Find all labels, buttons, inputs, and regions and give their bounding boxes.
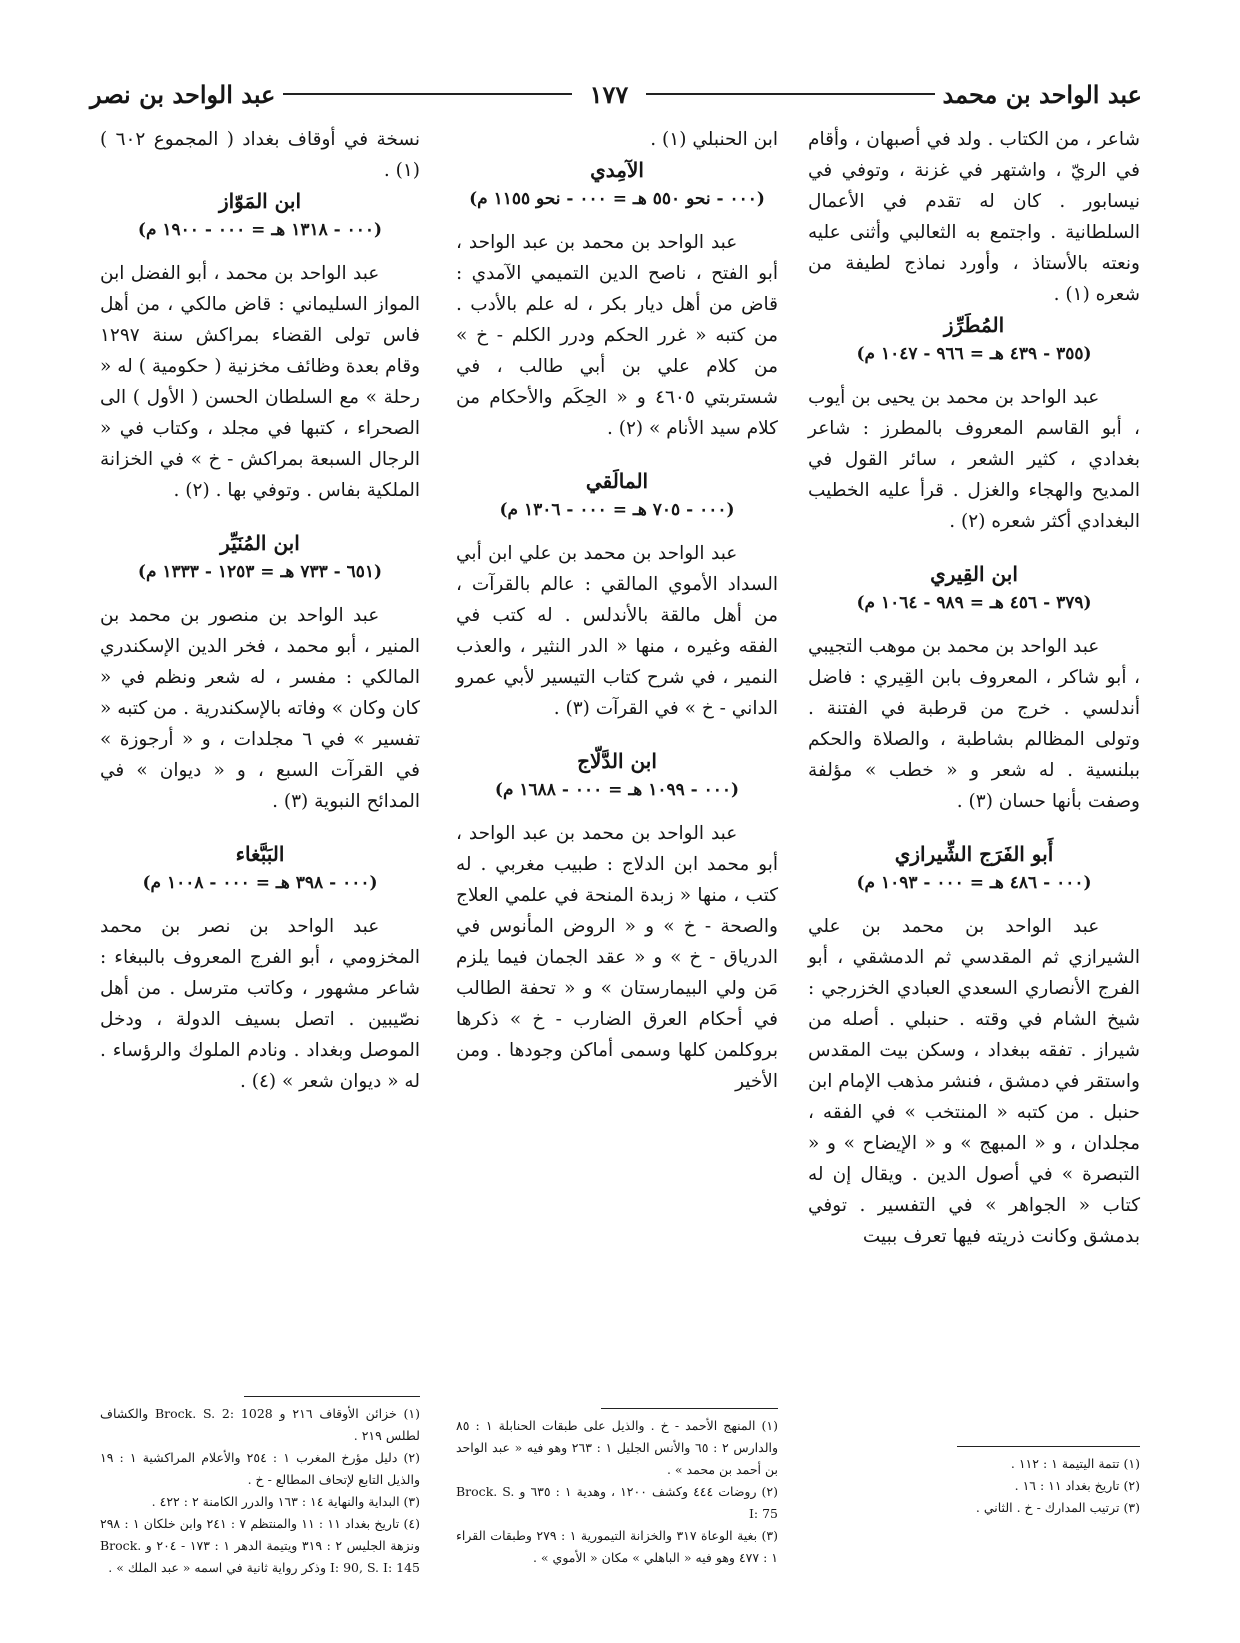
footnotes bbox=[100, 1396, 420, 1579]
entry bbox=[808, 559, 1140, 817]
entry-body: عبد الواحد بن محمد بن عبد الواحد ، أبو الفتح ، ناصح الدين التميمي الآمدي : قاض من أهل ديار بكر ، له علم بالأدب . من كتبه « غرر الحكم ودرر الكلم - خ » من كلام علي بن أبي طالب ، في شستربتي ٤٦٠٥ و « الحِكَم والأحكام من كلام سيد الأنام » (٢) . bbox=[456, 232, 778, 439]
continued-text: شاعر ، من الكتاب . ولد في أصبهان ، وأقام في الريّ ، واشتهر في غزنة ، وتوفي في نيسابور . كان له تقدم في الأعمال السلطانية . واجتمع به الثعالبي وأثنى عليه ونعته بالأستاذ ، وأورد نماذج لطيفة من شعره (١) . bbox=[808, 129, 1140, 305]
entry bbox=[808, 310, 1140, 537]
footnotes bbox=[456, 1408, 778, 1569]
footnote: (١) تتمة اليتيمة ١ : ١١٢ . bbox=[1010, 1456, 1140, 1471]
entry-dates: (٣٥٥ - ٤٣٩ هـ = ٩٦٦ - ١٠٤٧ م) bbox=[856, 344, 1092, 364]
footnote: (٣) ترتيب المدارك - خ . الثاني . bbox=[975, 1500, 1140, 1515]
entry-dates: (٠٠٠ - ٣٩٨ هـ = ٠٠٠ - ١٠٠٨ م) bbox=[142, 873, 378, 893]
header-right-title: عبد الواحد بن محمد bbox=[942, 79, 1142, 109]
footnote: (٣) بغية الوعاة ٣١٧ والخزانة التيمورية ١ : ٢٧٩ وطبقات القراء ١ : ٤٧٧ وهو فيه « الباهلي » مكان « الأموي » . bbox=[456, 1528, 778, 1565]
footnote-rule bbox=[957, 1446, 1140, 1447]
entry-body: عبد الواحد بن محمد ، أبو الفضل ابن المواز السليماني : قاض مالكي ، من أهل فاس تولى القضاء بمراكش سنة ١٢٩٧ وقام بعدة وظائف مخزنية ( حكومية ) له « رحلة » مع السلطان الحسن ( الأول ) الى الصحراء ، كتبها في مجلد ، وكتاب في « الرجال السبعة بمراكش - خ » في الخزانة الملكية بفاس . وتوفي بها . (٢) . bbox=[100, 263, 420, 501]
entry-dates: (٦٥١ - ٧٣٣ هـ = ١٢٥٣ - ١٣٣٣ م) bbox=[137, 562, 383, 582]
entry-dates: (٠٠٠ - ٧٠٥ هـ = ٠٠٠ - ١٣٠٦ م) bbox=[499, 500, 735, 520]
entry-dates: (٠٠٠ - ١٠٩٩ هـ = ٠٠٠ - ١٦٨٨ م) bbox=[494, 780, 740, 800]
column-left bbox=[100, 124, 420, 1619]
entry-body: عبد الواحد بن منصور بن محمد بن المنير ، أبو محمد ، فخر الدين الإسكندري المالكي : مفسر ، له شعر ونظم في « كان وكان » وفاته بالإسكندرية . من كتبه « تفسير » في ٦ مجلدات ، و « أرجوزة » في القرآت السبع ، و « ديوان » في المدائح النبوية (٣) . bbox=[100, 605, 420, 812]
entry bbox=[456, 746, 778, 1097]
entry-body: عبد الواحد بن محمد بن علي الشيرازي ثم المقدسي ثم الدمشقي ، أبو الفرج الأنصاري السعدي العبادي الخزرجي : شيخ الشام في وقته . حنبلي . أصله من شيراز . تفقه ببغداد ، وسكن بيت المقدس واستقر في دمشق ، فنشر مذهب الإمام ابن حنبل . من كتبه « المنتخب » في الفقه ، مجلدان ، و « المبهج » و « الإيضاح » و « التبصرة » في أصول الدين . ويقال إن له كتاب « الجواهر » في التفسير . توفي بدمشق وكانت ذريته فيها تعرف ببيت bbox=[808, 916, 1140, 1247]
footnote: (٢) تاريخ بغداد ١١ : ١٦ . bbox=[1014, 1478, 1140, 1493]
continued-text: نسخة في أوقاف بغداد ( المجموع ٦٠٢ )(١) . bbox=[100, 129, 420, 181]
column-middle bbox=[456, 124, 778, 1619]
entry-title: البَبَّغاء bbox=[235, 842, 285, 866]
entry bbox=[808, 839, 1140, 1252]
entry-dates: (٠٠٠ - نحو ٥٥٠ هـ = ٠٠٠ - نحو ١١٥٥ م) bbox=[469, 189, 765, 209]
entry bbox=[456, 466, 778, 724]
entry bbox=[100, 528, 420, 817]
entry-body: عبد الواحد بن محمد بن عبد الواحد ، أبو محمد ابن الدلاج : طبيب مغربي . له كتب ، منها « زبدة المنحة في علمي العلاج والصحة - خ » و « الروض المأنوس في الدرياق - خ » و « عقد الجمان فيما يلزم مَن ولي البيمارستان » و « تحفة الطالب في أحكام العرق الضارب - خ » ذكرها بروكلمن كلها وسمى أماكن وجودها . ومن الأخير bbox=[456, 823, 778, 1092]
running-header bbox=[90, 76, 1142, 112]
page-number: ١٧٧ bbox=[589, 79, 629, 109]
header-left-title: عبد الواحد بن نصر bbox=[89, 79, 276, 109]
footnote: (٢) دليل مؤرخ المغرب ١ : ٢٥٤ والأعلام المراكشية ١ : ١٩ والذيل التابع لإتحاف المطالع - خ . bbox=[100, 1450, 420, 1487]
entry-dates: (٠٠٠ - ٤٨٦ هـ = ٠٠٠ - ١٠٩٣ م) bbox=[856, 873, 1092, 893]
column-right bbox=[808, 124, 1140, 1619]
footnotes bbox=[808, 1446, 1140, 1519]
footnote: (٣) البداية والنهاية ١٤ : ١٦٣ والدرر الكامنة ٢ : ٤٢٢ . bbox=[151, 1494, 420, 1509]
entry-title: المالَقي bbox=[585, 469, 649, 493]
entry-body: عبد الواحد بن نصر بن محمد المخزومي ، أبو الفرج المعروف بالببغاء : شاعر مشهور ، وكاتب مترسل . من أهل نصّيبين . اتصل بسيف الدولة ، ودخل الموصل وبغداد . ونادم الملوك والرؤساء . له « ديوان شعر » (٤) . bbox=[100, 916, 420, 1092]
footnote: (١) خزائن الأوقاف ٢١٦ و Brock. S. 2: 1028 والكشاف لطلس ٢١٩ . bbox=[100, 1406, 420, 1443]
entry-body: عبد الواحد بن محمد بن يحيى بن أيوب ، أبو القاسم المعروف بالمطرز : شاعر بغدادي ، كثير الشعر ، سائر القول في المديح والهجاء والغزل . قرأ عليه الخطيب البغدادي أكثر شعره (٢) . bbox=[808, 387, 1140, 532]
entry-title: ابن المَوّاز bbox=[218, 189, 302, 213]
entry-title: أَبو الفَرَج الشِّيرازي bbox=[894, 842, 1054, 866]
entry-title: ابن القِيري bbox=[930, 562, 1018, 586]
footnote-rule bbox=[601, 1408, 778, 1409]
entry-body: عبد الواحد بن محمد بن علي ابن أبي السداد الأموي المالقي : عالم بالقرآت ، من أهل مالقة بالأندلس . له كتب في الفقه وغيره ، منها « الدر النثير ، والعذب النمير ، في شرح كتاب التيسير لأبي عمرو الداني - خ » في القرآت (٣) . bbox=[456, 543, 778, 719]
entry-title: ابن الدَّلّاج bbox=[577, 749, 657, 773]
entry bbox=[100, 186, 420, 506]
footnote: (١) المنهج الأحمد - خ . والذيل على طبقات الحنابلة ١ : ٨٥ والدارس ٢ : ٦٥ والأنس الجليل ١ : ٢٦٣ وهو فيه « عبد الواحد بن أحمد بن محمد » . bbox=[456, 1418, 779, 1477]
footnote: (٤) تاريخ بغداد ١١ : ١١ والمنتظم ٧ : ٢٤١ وابن خلكان ١ : ٢٩٨ ونزهة الجليس ٢ : ٣١٩ ويتيمة الدهر ١ : ١٧٣ - ٢٠٤ و Brock. I: 90, S. I: 145 وذكر رواية ثانية في اسمه « عبد الملك » . bbox=[100, 1516, 421, 1575]
entry-title: الآمِدي bbox=[590, 158, 644, 182]
footnote-rule bbox=[244, 1396, 420, 1397]
header-rule bbox=[646, 93, 934, 95]
entry bbox=[100, 839, 420, 1097]
entry bbox=[456, 155, 778, 444]
footnote: (٢) روضات ٤٤٤ وكشف ١٢٠٠ ، وهدية ١ : ٦٣٥ و Brock. S. I: 75 bbox=[456, 1484, 779, 1521]
entry-title: ابن المُنَيِّر bbox=[220, 531, 300, 555]
entry-dates: (٣٧٩ - ٤٥٦ هـ = ٩٨٩ - ١٠٦٤ م) bbox=[856, 593, 1092, 613]
header-rule bbox=[283, 93, 571, 95]
continued-text: ابن الحنبلي (١) . bbox=[650, 129, 778, 150]
entry-dates: (٠٠٠ - ١٣١٨ هـ = ٠٠٠ - ١٩٠٠ م) bbox=[137, 220, 383, 240]
entry-body: عبد الواحد بن محمد بن موهب التجيبي ، أبو شاكر ، المعروف بابن القِيري : فاضل أندلسي . خرج من قرطبة في الفتنة . وتولى المظالم بشاطبة ، والصلاة والحكم ببلنسية . له شعر و « خطب » مؤلفة وصفت بأنها حسان (٣) . bbox=[808, 636, 1140, 812]
entry-title: المُطَرِّز bbox=[943, 313, 1005, 337]
